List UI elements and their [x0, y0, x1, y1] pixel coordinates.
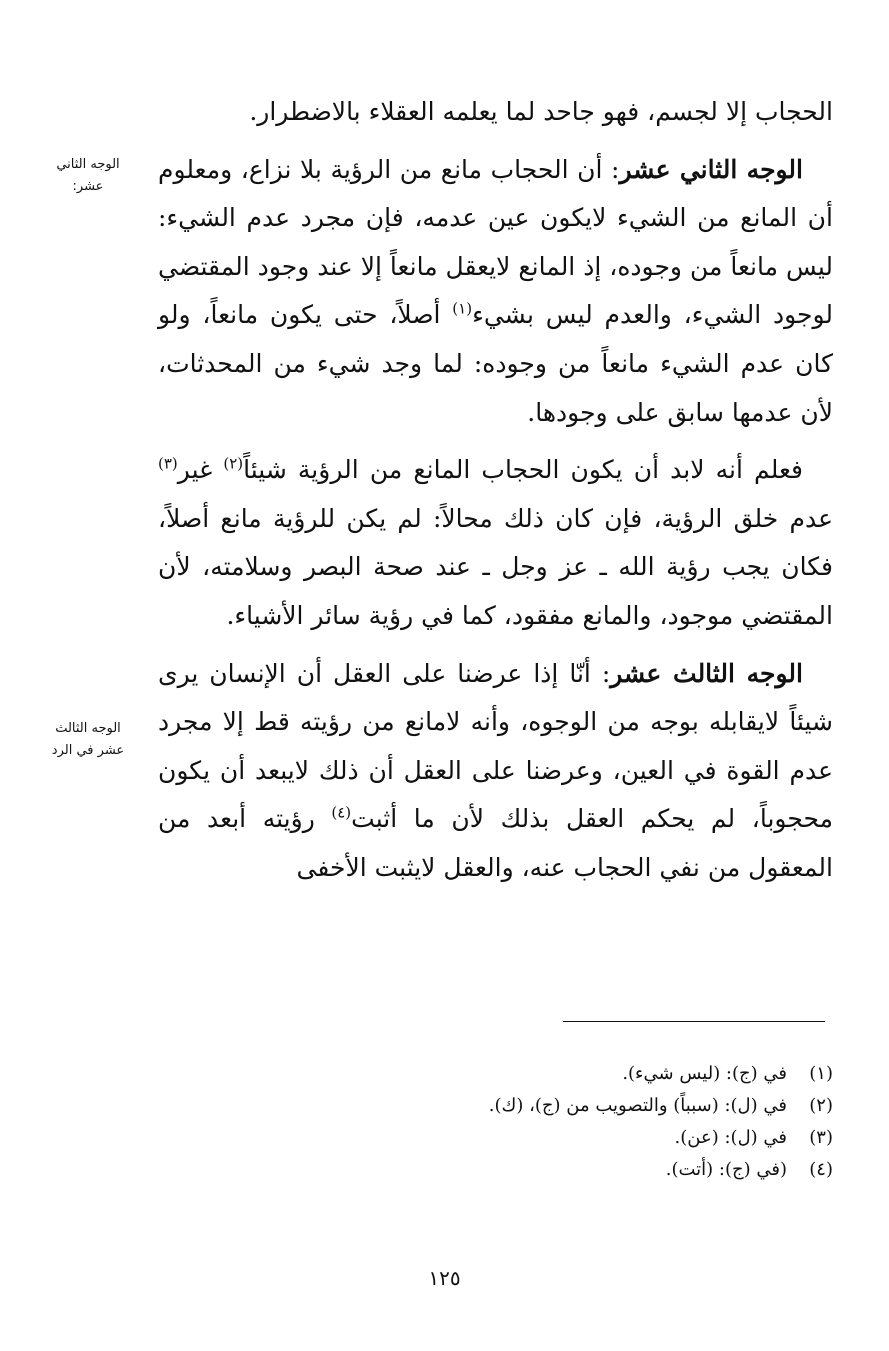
paragraph-twelfth-aspect [158, 146, 833, 438]
footnote-ref-4: (٤) [331, 803, 352, 822]
paragraph-text: غير [177, 455, 224, 485]
margin-note-line: عشر: [72, 179, 104, 194]
paragraph-text: الحجاب إلا لجسم، فهو جاحد لما يعلمه العقلاء بالاضطرار. [249, 97, 833, 126]
page-number: ١٢٥ [428, 1266, 461, 1290]
margin-note-twelfth [39, 154, 137, 198]
paragraph-text: : أنّا إذا عرضنا على العقل أن الإنسان يرى شيئاً لايقابله بوجه من الوجوه، وأنه لامانع من رؤيته قط إلا مجرد عدم القوة في العين، وعرضنا على العقل أن ذلك لايبعد أن يكون محجوباً، لم يحكم العقل بذلك لأن ما أثبت [158, 658, 833, 834]
footnote-item [133, 1154, 833, 1186]
margin-note-line: عشر في الرد [51, 743, 125, 758]
footnote-text: في (ل): (سبباً) والتصويب من (ج)، (ك). [488, 1095, 787, 1116]
paragraph-thirteenth-aspect [158, 650, 833, 893]
footnote-item [133, 1122, 833, 1154]
paragraph-text: فعلم أنه لابد أن يكون الحجاب المانع من الرؤية شيئاً [243, 455, 803, 485]
footnotes [133, 1058, 833, 1186]
paragraph-continuation [158, 88, 833, 137]
footnote-text: في (ل): (عن). [674, 1127, 787, 1148]
footnote-item [133, 1058, 833, 1090]
footnote-item [133, 1090, 833, 1122]
footnote-text: في (ج): (ليس شيء). [622, 1063, 787, 1084]
margin-note-thirteenth [39, 718, 137, 762]
footnote-number: (٤) [809, 1159, 833, 1180]
paragraph-text: عدم خلق الرؤية، فإن كان ذلك محالاً: لم يكن للرؤية مانع أصلاً، فكان يجب رؤية الله ـ عز وجل ـ عند صحة البصر وسلامته، لأن المقتضي موجود، والمانع مفقود، كما في رؤية سائر الأشياء. [158, 503, 833, 630]
paragraph-text: : أن الحجاب مانع من الرؤية بلا نزاع، ومعلوم أن المانع من الشيء لايكون عين عدمه، فإن مجرد عدم الشيء: ليس مانعاً من وجوده، إذ المانع لايعقل مانعاً إلا عند وجود المقتضي لوجود الشيء، والعدم ليس بشيء [158, 154, 833, 330]
paragraph-text: أصلاً، حتى يكون مانعاً، ولو كان عدم الشيء مانعاً من وجوده: لما وجد شيء من المحدثات، لأن عدمها سابق على وجودها. [158, 300, 833, 427]
footnote-ref-3: (٣) [158, 454, 178, 473]
footnote-number: (٣) [809, 1127, 833, 1148]
margin-note-line: الوجه الثاني [56, 157, 120, 172]
section-heading-thirteenth: الوجه الثالث عشر [610, 658, 803, 688]
footnote-ref-2: (٢) [223, 454, 244, 473]
margin-note-line: الوجه الثالث [55, 721, 121, 736]
footnote-number: (٢) [809, 1095, 833, 1116]
footnote-text: (في (ج): (أتت). [665, 1159, 787, 1180]
paragraph-text: رؤيته أبعد من المعقول من نفي الحجاب عنه، والعقل لايثبت الأخفى [158, 804, 833, 882]
paragraph-conclusion [158, 446, 833, 640]
main-text [158, 88, 833, 893]
section-heading-twelfth: الوجه الثاني عشر [619, 154, 803, 184]
footnote-separator [563, 1021, 825, 1022]
footnote-ref-1: (١) [452, 300, 473, 319]
footnote-number: (١) [809, 1063, 833, 1084]
